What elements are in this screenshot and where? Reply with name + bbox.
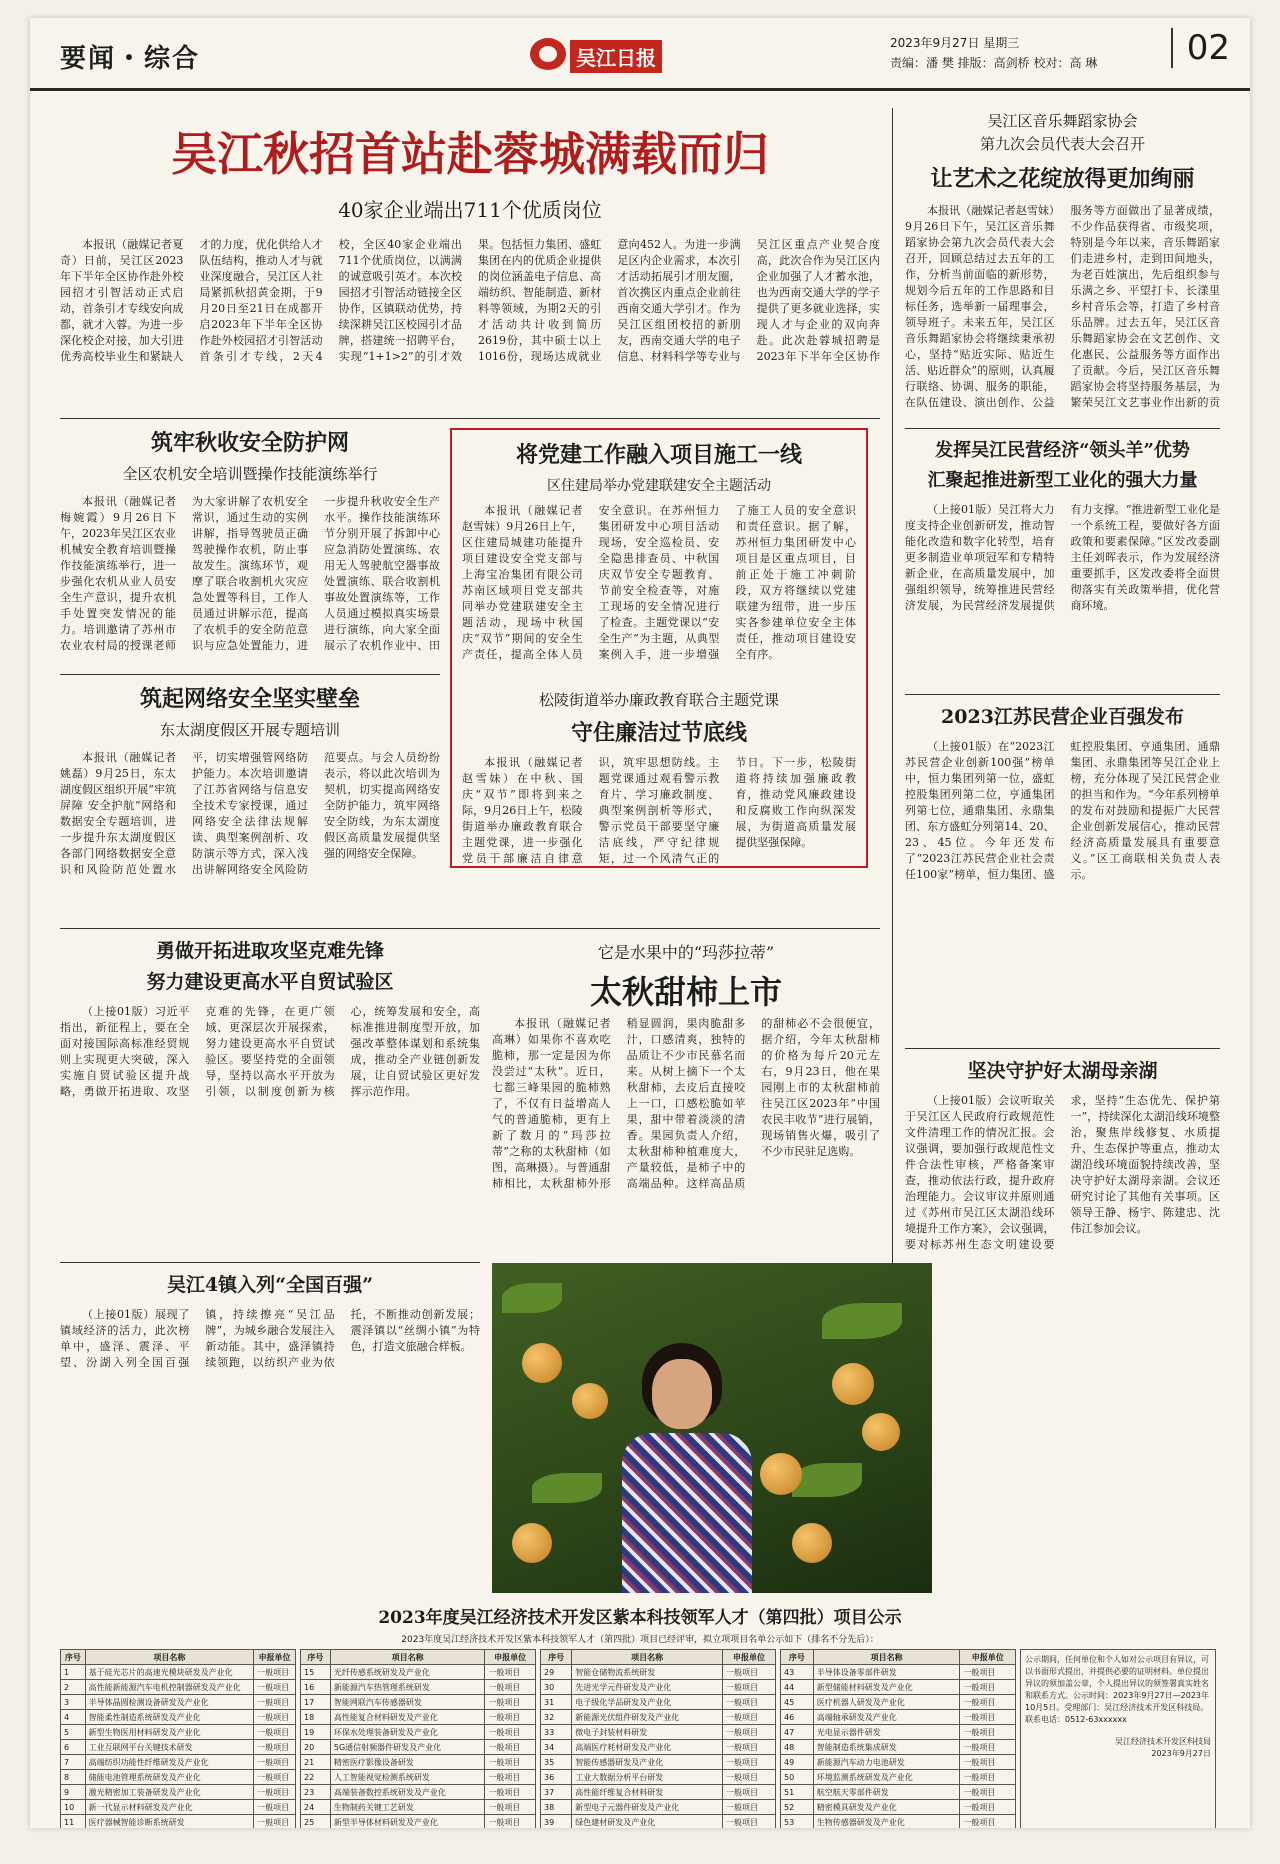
farm-body: 本报讯（融媒记者梅婉霞）9月26日下午，2023年吴江区农业机械安全教育培训暨操作技能演练举行，进一步强化农机从业人员安全生产意识，提升农机手处置突发情况的能力。培训邀请了苏州市农业农村局的授课老师为大家讲解了农机安全常识，通过生动的实例讲解，指导驾驶员正确驾驶操作农机，防止事故发生。演练环节，观摩了联合收割机火灾应急处置等科目，工作人员通过讲解示范，提高了农机手的安全防范意识与应急处置能力，进一步提升秋收安全生产水平。操作技能演练环节分别开展了拆卸中心应急消防处置演练、农用无人驾驶航空器事故处置演练、联合收割机事故处置演练等，工作人员通过模拟真实场景进行演练，向大家全面展示了农机作业中、田 xyxy=(60,495,440,652)
table-cell: 一般项目 xyxy=(485,1665,536,1680)
party-headline: 将党建工作融入项目施工一线 xyxy=(515,442,802,468)
table-cell: 3 xyxy=(61,1695,86,1710)
section-divider xyxy=(905,694,1220,695)
table-cell: 医疗器械智能诊断系统研发 xyxy=(85,1815,253,1829)
table-cell: 精密医疗影像设备研发 xyxy=(330,1755,485,1770)
table-row xyxy=(781,1770,1016,1785)
party-clean-box xyxy=(450,428,868,868)
table-cell: 36 xyxy=(541,1770,572,1785)
table-cell: 19 xyxy=(301,1725,331,1740)
table-cell: 一般项目 xyxy=(723,1665,776,1680)
taihu-headline: 坚决守护好太湖母亲湖 xyxy=(967,1060,1158,1082)
table-row xyxy=(781,1695,1016,1710)
table-cell: 10 xyxy=(61,1800,86,1815)
trade-headline2: 努力建设更高水平自贸试验区 xyxy=(146,971,394,993)
table-cell: 医疗机器人研发及产业化 xyxy=(813,1695,960,1710)
notice-table xyxy=(780,1649,1016,1828)
table-cell: 9 xyxy=(61,1785,86,1800)
table-cell: 一般项目 xyxy=(254,1665,296,1680)
table-cell: 21 xyxy=(301,1755,331,1770)
section-divider xyxy=(60,1262,480,1263)
table-header-cell: 序号 xyxy=(541,1650,572,1665)
table-cell: 43 xyxy=(781,1665,814,1680)
table-cell: 新一代显示材料研发及产业化 xyxy=(85,1800,253,1815)
table-cell: 2 xyxy=(61,1680,86,1695)
table-cell: 31 xyxy=(541,1695,572,1710)
table-cell: 18 xyxy=(301,1710,331,1725)
table-cell: 新型储能材料研发及产业化 xyxy=(813,1680,960,1695)
table-header-cell: 申报单位 xyxy=(485,1650,536,1665)
table-cell: 一般项目 xyxy=(723,1695,776,1710)
table-header-cell: 申报单位 xyxy=(960,1650,1016,1665)
table-row xyxy=(301,1710,536,1725)
table-cell: 一般项目 xyxy=(254,1815,296,1829)
table-row xyxy=(781,1740,1016,1755)
table-cell: 航空航天零部件研发 xyxy=(813,1785,960,1800)
persimmon-headline: 太秋甜柿上市 xyxy=(589,973,782,1011)
table-cell: 微电子封装材料研发 xyxy=(572,1725,723,1740)
table-cell: 一般项目 xyxy=(960,1785,1016,1800)
table-row xyxy=(541,1725,776,1740)
table-cell: 智能制造系统集成研发 xyxy=(813,1740,960,1755)
table-cell: 高性能复合材料研发及产业化 xyxy=(330,1710,485,1725)
table-cell: 一般项目 xyxy=(960,1800,1016,1815)
table-cell: 8 xyxy=(61,1770,86,1785)
table-row xyxy=(541,1740,776,1755)
taihu-article xyxy=(905,1056,1220,1586)
table-cell: 半导体晶圆检测设备研发及产业化 xyxy=(85,1695,253,1710)
table-cell: 高端医疗耗材研发及产业化 xyxy=(572,1740,723,1755)
table-row xyxy=(61,1815,296,1829)
villages-body: （上接01版）展现了镇域经济的活力，此次榜单中，盛泽、震泽、平望、汾湖入列全国百强镇，持续擦亮“吴江品牌”，为城乡融合发展注入新动能。其中，盛泽镇持续领跑，以纺织产业为依托，不断推动创新发展；震泽镇以“丝绸小镇”为特色，打造文旅融合样板。 xyxy=(60,1308,480,1369)
table-row xyxy=(781,1665,1016,1680)
table-cell: 49 xyxy=(781,1755,814,1770)
logo-mark-icon xyxy=(530,38,566,70)
table-cell: 新型电子元器件研发及产业化 xyxy=(572,1800,723,1815)
music-headline: 让艺术之花绽放得更加绚丽 xyxy=(930,166,1195,192)
network-body: 本报讯（融媒记者姚磊）9月25日，东太湖度假区组织开展“牢筑屏障 安全护航”网络和数据安全专题培训，进一步提升东太湖度假区各部门网络数据安全意识和风险防范处置水平，切实增强管网络防护能力。本次培训邀请了江苏省网络与信息安全技术专家授课，通过网络安全法律法规解读、典型案例剖析、攻防演示等方式，深入浅出讲解网络安全风险防范要点。与会人员纷纷表示，将以此次培训为契机，切实提高网络安全防护能力，筑牢网络安全防线，为东太湖度假区高质量发展提供坚强的网络安全保障。 xyxy=(60,751,440,876)
table-cell: 一般项目 xyxy=(254,1770,296,1785)
table-header-cell: 申报单位 xyxy=(723,1650,776,1665)
table-row xyxy=(541,1665,776,1680)
table-cell: 20 xyxy=(301,1740,331,1755)
table-cell: 光纤传感系统研发及产业化 xyxy=(330,1665,485,1680)
table-cell: 精密模具研发及产业化 xyxy=(813,1800,960,1815)
section-divider xyxy=(60,928,880,929)
table-cell: 高性能新能源汽车电机控制器研发及产业化 xyxy=(85,1680,253,1695)
table-cell: 生物传感器研发及产业化 xyxy=(813,1815,960,1829)
table-cell: 一般项目 xyxy=(485,1680,536,1695)
network-headline: 筑起网络安全坚实壁垒 xyxy=(139,686,360,712)
section-divider xyxy=(60,674,440,675)
table-row xyxy=(781,1800,1016,1815)
table-cell: 一般项目 xyxy=(254,1680,296,1695)
table-header-cell: 序号 xyxy=(61,1650,86,1665)
table-cell: 5G通信射频器件研发及产业化 xyxy=(330,1740,485,1755)
notice-table xyxy=(540,1649,776,1828)
top100-body: （上接01版）在“2023江苏民营企业创新100强”榜单中，恒力集团列第一位，盛虹控股集团列第二位，亨通集团列第七位，通鼎集团、永鼎集团、东方盛虹分列第14、20、23、45位。今年还发布了“2023江苏民营企业社会责任100家”榜单，恒力集团、盛虹控股集团、亨通集团、通鼎集团、永鼎集团等吴江企业上榜，充分体现了吴江民营企业的担当和作为。“今年系列榜单的发布对鼓励和提振广大民营企业创新发展信心，推动民营经济高质量发展具有重要意义。”区工商联相关负责人表示。 xyxy=(905,740,1220,881)
table-row xyxy=(301,1800,536,1815)
farm-subhead: 全区农机安全培训暨操作技能演练举行 xyxy=(122,465,378,483)
table-cell: 高端装备数控系统研发及产业化 xyxy=(330,1785,485,1800)
table-cell: 一般项目 xyxy=(723,1740,776,1755)
masthead xyxy=(30,18,1250,91)
trade-body: （上接01版）习近平指出，新征程上，要在全面对接国际高标准经贸规则上实现更大突破，深入实施自贸试验区提升战略，勇做开拓进取、攻坚克难的先锋，在更广领域、更深层次开展探索，努力建设更高水平自贸试验区。要坚持党的全面领导，坚持以高水平开放为引领，以制度创新为核心，统筹发展和安全，高标准推进制度型开放，加强改革整体谋划和系统集成，推动全产业链创新发展，让自贸试验区更好发挥示范作用。 xyxy=(60,1005,480,1098)
taihu-body: （上接01版）会议听取关于吴江区人民政府行政规范性文件清理工作的情况汇报。会议强调，要加强行政规范性文件合法性审核，严格备案审查，推动依法行政，提升政府治理能力。会议审议并原则通过《苏州市吴江区太湖沿线环境提升工作方案》，会议强调，要对标苏州生态文明建设要求，坚持“生态优先、保护第一”，持续深化太湖沿线环境整治，聚焦岸线修复、水质提升、生态保护等重点，推动太湖沿线环境面貌持续改善，坚决守护好太湖母亲湖。会议还研究讨论了其他有关事项。区领导王静、杨宇、陈建忠、沈伟江参加会议。 xyxy=(905,1094,1220,1251)
table-cell: 50 xyxy=(781,1770,814,1785)
table-row xyxy=(61,1710,296,1725)
table-row xyxy=(61,1665,296,1680)
party-subhead: 区住建局举办党建联建安全主题活动 xyxy=(547,478,771,494)
table-row xyxy=(301,1785,536,1800)
table-cell: 一般项目 xyxy=(485,1725,536,1740)
villages-headline: 吴江4镇入列“全国百强” xyxy=(166,1274,374,1296)
table-cell: 一般项目 xyxy=(485,1740,536,1755)
public-notice xyxy=(60,1603,1220,1825)
table-cell: 39 xyxy=(541,1815,572,1829)
table-cell: 48 xyxy=(781,1740,814,1755)
table-row xyxy=(61,1785,296,1800)
table-row xyxy=(781,1755,1016,1770)
table-row xyxy=(61,1725,296,1740)
clean-kicker: 松陵街道举办廉政教育联合主题党课 xyxy=(538,691,779,709)
table-cell: 37 xyxy=(541,1785,572,1800)
table-cell: 环境监测系统研发及产业化 xyxy=(813,1770,960,1785)
notice-table xyxy=(60,1649,296,1828)
table-cell: 6 xyxy=(61,1740,86,1755)
private-economy-article xyxy=(905,436,1220,686)
table-row xyxy=(301,1695,536,1710)
table-row xyxy=(61,1695,296,1710)
table-cell: 一般项目 xyxy=(960,1695,1016,1710)
table-cell: 新型生物医用材料研发及产业化 xyxy=(85,1725,253,1740)
table-cell: 一般项目 xyxy=(485,1710,536,1725)
table-row xyxy=(781,1725,1016,1740)
table-cell: 一般项目 xyxy=(254,1800,296,1815)
table-cell: 储能电池管理系统研发及产业化 xyxy=(85,1770,253,1785)
persimmon-body: 本报讯（融媒记者高琳）如果你不喜欢吃脆柿，那一定是因为你没尝过“太秋”。近日，七都三峰果园的脆柿熟了，不仅有日益增高人气的普通脆柿，更有上新了数月的“玛莎拉蒂”之称的太秋甜柿（如图，高琳摄）。与普通甜柿相比，太秋甜柿外形稍显圆润，果肉脆甜多汁，口感清爽，独特的品质让不少市民慕名而来。从树上摘下一个太秋甜柿，去皮后直接咬上一口，口感松脆如苹果，甜中带着淡淡的清香。果园负责人介绍，太秋甜柿种植难度大，产量较低，是柿子中的高端品种。这样高品质的甜柿必不会很便宜，据介绍，今年太秋甜柿的价格为每斤20元左右，9月23日，他在果园刚上市的太秋甜柿前往吴江区2023年“中国农民丰收节”进行展销，现场销售火爆，吸引了不少市民驻足选购。 xyxy=(492,1017,880,1190)
table-cell: 一般项目 xyxy=(960,1710,1016,1725)
music-kicker: 吴江区音乐舞蹈家协会 xyxy=(987,112,1138,130)
persimmon-headline-block xyxy=(492,940,880,1010)
issue-date: 2023年9月27日 星期三 xyxy=(890,36,1020,50)
music-article xyxy=(905,110,1220,420)
editor-credits: 责编：潘 樊 排版：高剑桥 校对：高 琳 xyxy=(890,56,1098,70)
lead-headline: 吴江秋招首站赴蓉城满载而归 xyxy=(171,127,769,181)
table-cell: 新型半导体材料研发及产业化 xyxy=(330,1815,485,1829)
table-cell: 一般项目 xyxy=(723,1815,776,1829)
section-divider xyxy=(60,418,880,419)
table-cell: 46 xyxy=(781,1710,814,1725)
table-cell: 25 xyxy=(301,1815,331,1829)
notice-note-text: 公示期间，任何单位和个人如对公示项目有异议，可以书面形式提出，并提供必要的证明材料。单位提出异议的须加盖公章，个人提出异议的须签署真实姓名和联系方式。公示时间：2023年9月27日—2023年10月5日。受理部门：吴江经济技术开发区科技局。联系电话：0512-63xxxxxx xyxy=(1025,1655,1209,1724)
table-cell: 一般项目 xyxy=(254,1695,296,1710)
table-cell: 新能源汽车动力电池研发 xyxy=(813,1755,960,1770)
table-cell: 1 xyxy=(61,1665,86,1680)
table-cell: 一般项目 xyxy=(485,1800,536,1815)
table-cell: 工业互联网平台关键技术研发 xyxy=(85,1740,253,1755)
table-cell: 一般项目 xyxy=(723,1725,776,1740)
table-cell: 智能网联汽车传感器研发 xyxy=(330,1695,485,1710)
table-row xyxy=(781,1785,1016,1800)
table-cell: 17 xyxy=(301,1695,331,1710)
table-header-cell: 项目名称 xyxy=(813,1650,960,1665)
table-cell: 22 xyxy=(301,1770,331,1785)
table-cell: 16 xyxy=(301,1680,331,1695)
clean-body: 本报讯（融媒记者赵雪妹）在中秋、国庆“双节”即将到来之际，9月26日上午，松陵街道举办廉政教育联合主题党课，进一步强化党员干部廉洁自律意识，筑牢思想防线。主题党课通过观看警示教育片、学习廉政制度、典型案例剖析等形式，警示党员干部要坚守廉洁底线，严守纪律规矩，过一个风清气正的节日。下一步，松陵街道将持续加强廉政教育，推动党风廉政建设和反腐败工作向纵深发展，为街道高质量发展提供坚强保障。 xyxy=(462,756,856,865)
table-row xyxy=(301,1815,536,1829)
table-cell: 一般项目 xyxy=(254,1740,296,1755)
table-cell: 一般项目 xyxy=(960,1740,1016,1755)
table-cell: 激光精密加工装备研发及产业化 xyxy=(85,1785,253,1800)
table-cell: 一般项目 xyxy=(254,1785,296,1800)
table-row xyxy=(541,1755,776,1770)
table-row xyxy=(781,1710,1016,1725)
table-cell: 一般项目 xyxy=(485,1695,536,1710)
notice-date: 2023年9月27日 xyxy=(1151,1749,1211,1758)
table-header-cell: 项目名称 xyxy=(572,1650,723,1665)
trade-headline: 勇做开拓进取攻坚克难先锋 xyxy=(155,940,384,962)
table-cell: 29 xyxy=(541,1665,572,1680)
section-name: 要闻・综合 xyxy=(60,44,201,74)
table-cell: 一般项目 xyxy=(960,1815,1016,1829)
table-cell: 智能传感器研发及产业化 xyxy=(572,1755,723,1770)
table-cell: 生物制药关键工艺研发 xyxy=(330,1800,485,1815)
table-row xyxy=(541,1800,776,1815)
top100-headline: 2023江苏民营企业百强发布 xyxy=(941,706,1184,728)
table-cell: 绿色建材研发及产业化 xyxy=(572,1815,723,1829)
party-body: 本报讯（融媒记者赵雪妹）9月26日上午，区住建局城建功能提升项目建设安全党支部与上海宝冶集团有限公司苏南区域项目党支部共同举办党建联建安全主题活动，现场中秋国庆“双节”期间的安全生产责任，提高全体人员安全意识。在苏州恒力集团研发中心项目活动现场，安全巡检员、安全隐患排查员、中秋国庆双节安全专题教育、节前安全检查等，对施工现场的安全情况进行了检查。主题党课以“安全生产”为主题，从典型案例入手，进一步增强了施工人员的安全意识和责任意识。据了解，苏州恒力集团研发中心项目是区重点项目，目前正处于施工冲刺阶段，双方将继续以党建联建为纽带，进一步压实各参建单位安全主体责任，推动项目建设安全有序。 xyxy=(462,504,856,661)
table-row xyxy=(61,1800,296,1815)
table-header-cell: 项目名称 xyxy=(85,1650,253,1665)
persimmon-kicker: 它是水果中的“玛莎拉蒂” xyxy=(597,943,775,962)
notice-note xyxy=(1020,1649,1216,1828)
table-row xyxy=(781,1815,1016,1829)
table-cell: 新能源汽车热管理系统研发 xyxy=(330,1680,485,1695)
private-headline: 发挥吴江民营经济“领头羊”优势 xyxy=(935,440,1190,461)
table-cell: 52 xyxy=(781,1800,814,1815)
table-header-cell: 项目名称 xyxy=(330,1650,485,1665)
persimmon-photo xyxy=(492,1263,932,1593)
table-row xyxy=(301,1770,536,1785)
table-cell: 30 xyxy=(541,1680,572,1695)
table-cell: 38 xyxy=(541,1800,572,1815)
notice-intro: 2023年度吴江经济技术开发区紫本科技领军人才（第四批）项目已经评审，拟立项项目名单公示如下（排名不分先后）： xyxy=(401,1635,879,1645)
table-cell: 一般项目 xyxy=(960,1680,1016,1695)
table-cell: 一般项目 xyxy=(723,1710,776,1725)
table-cell: 32 xyxy=(541,1710,572,1725)
top100-article xyxy=(905,702,1220,1042)
table-row xyxy=(61,1740,296,1755)
logo-text: 吴江日报 xyxy=(570,40,662,73)
table-row xyxy=(301,1725,536,1740)
table-cell: 环保水处理装备研发及产业化 xyxy=(330,1725,485,1740)
table-cell: 高端纺织功能性纤维研发及产业化 xyxy=(85,1755,253,1770)
table-cell: 35 xyxy=(541,1755,572,1770)
table-header-cell: 序号 xyxy=(781,1650,814,1665)
table-cell: 15 xyxy=(301,1665,331,1680)
table-row xyxy=(301,1740,536,1755)
table-cell: 智能仓储物流系统研发 xyxy=(572,1665,723,1680)
table-cell: 一般项目 xyxy=(960,1770,1016,1785)
music-body: 本报讯（融媒记者赵雪妹）9月26日下午，吴江区音乐舞蹈家协会第九次会员代表大会召开，回顾总结过去五年的工作，分析当前面临的新形势，规划今后五年的工作思路和目标任务，选举新一届理事会，领导班子。未来五年，吴江区音乐舞蹈家协会将继续秉承初心，坚持“贴近实际、贴近生活、贴近群众”的原则，认真履行联络、协调、服务的职能，在队伍建设、演出创作、公益服务等方面做出了显著成绩，不少作品获得省、市级奖项，特别是今年以来，音乐舞蹈家们走进乡村，走到田间地头，为老百姓演出，先后组织参与乐满之乡、平望打卡、长漾里乡村音乐会等，打造了乡村音乐品牌。过去五年，吴江区音乐舞蹈家协会在文艺创作、文化惠民、公益服务等方面作出了贡献。今后，吴江区音乐舞蹈家协会将坚持服务基层，为繁荣吴江文艺事业作出新的贡 xyxy=(905,204,1220,409)
private-headline2: 汇聚起推进新型工业化的强大力量 xyxy=(927,470,1198,491)
table-row xyxy=(61,1680,296,1695)
table-cell: 一般项目 xyxy=(723,1785,776,1800)
table-cell: 45 xyxy=(781,1695,814,1710)
table-row xyxy=(541,1680,776,1695)
table-header-cell: 序号 xyxy=(301,1650,331,1665)
table-cell: 一般项目 xyxy=(960,1725,1016,1740)
notice-signature: 吴江经济技术开发区科技局 xyxy=(1115,1737,1211,1746)
trade-article xyxy=(60,936,480,1256)
network-article xyxy=(60,682,440,922)
table-cell: 一般项目 xyxy=(254,1755,296,1770)
table-cell: 一般项目 xyxy=(723,1755,776,1770)
table-cell: 一般项目 xyxy=(485,1815,536,1829)
lead-subhead: 40家企业端出711个优质岗位 xyxy=(338,198,602,222)
table-row xyxy=(541,1770,776,1785)
table-cell: 4 xyxy=(61,1710,86,1725)
table-row xyxy=(541,1710,776,1725)
newspaper-page xyxy=(30,18,1250,1828)
table-cell: 7 xyxy=(61,1755,86,1770)
table-row xyxy=(301,1665,536,1680)
table-cell: 高端轴承研发及产业化 xyxy=(813,1710,960,1725)
table-cell: 高性能纤维复合材料研发 xyxy=(572,1785,723,1800)
table-cell: 一般项目 xyxy=(254,1710,296,1725)
table-cell: 一般项目 xyxy=(723,1800,776,1815)
page-number: 02 xyxy=(1171,28,1230,68)
farm-headline: 筑牢秋收安全防护网 xyxy=(150,430,349,456)
table-cell: 一般项目 xyxy=(723,1680,776,1695)
network-subhead: 东太湖度假区开展专题培训 xyxy=(159,721,340,739)
table-row xyxy=(61,1755,296,1770)
notice-table xyxy=(300,1649,536,1828)
table-row xyxy=(541,1785,776,1800)
table-cell: 基于硅光芯片的高速光模块研发及产业化 xyxy=(85,1665,253,1680)
table-cell: 一般项目 xyxy=(254,1725,296,1740)
table-cell: 一般项目 xyxy=(960,1755,1016,1770)
section-divider xyxy=(905,1048,1220,1049)
table-cell: 一般项目 xyxy=(723,1770,776,1785)
table-cell: 一般项目 xyxy=(485,1770,536,1785)
table-cell: 33 xyxy=(541,1725,572,1740)
farm-article xyxy=(60,426,440,666)
section-divider xyxy=(905,428,1220,429)
table-cell: 47 xyxy=(781,1725,814,1740)
table-cell: 24 xyxy=(301,1800,331,1815)
private-body: （上接01版）吴江将大力度支持企业创新研发，推动智能化改造和数字化转型，培育更多制造业单项冠军和专精特新企业，在高质量发展中，加强组织领导，统筹推进民营经济发展，为民营经济发展提供有力支撑。“推进新型工业化是一个系统工程，要做好各方面政策和要素保障。”区发改委副主任刘晖表示，作为发展经济重要抓手，区发改委将全面贯彻落实有关政策举措，优化营商环境。 xyxy=(905,503,1220,612)
table-cell: 工业大数据分析平台研发 xyxy=(572,1770,723,1785)
table-cell: 光电显示器件研发 xyxy=(813,1725,960,1740)
lead-body: 本报讯（融媒记者夏奇）日前，吴江区2023年下半年全区协作赴外校园招才引智活动正式启动，首条引才专线安向成都，就才入蓉。为进一步深化校企对接，加大引进优秀高校毕业生和紧缺人才的力度，优化供给人才队伍结构，推动人才与就业深度融合，吴江区人社局紧抓秋招黄金期，于9月20日至21日在成都开启2023年下半年全区协作赴外校园招才引智活动首条引才专线，2天4校，全区40家企业端出711个优质岗位，以满满的诚意吸引英才。本次校园招才引智活动链接全区协作，区镇联动优势，持续深耕吴江区校园引才品牌，搭建统一招聘平台，实现“1+1>2”的引才效果。包括恒力集团、盛虹集团在内的优质企业提供的岗位涵盖电子信息、高端纺织、智能制造、新材料等领域，为期2天的引才活动共计收到简历2619份，其中硕士以上1016份，现场达成就业意向452人。为进一步满足区内企业需求，本次引才活动拓展引才朋友圈，首次携区内重点企业前往西南交通大学引才。作为吴江区组团校招的新朋友，西南交通大学的电子信息、材料科学等专业与吴江区重点产业契合度高，此次合作为吴江区内企业加强了人才蓄水池，也为西南交通大学的学子提供了更多就业选择，实现人才与企业的双向奔赴。此次赴蓉城招聘是2023年下半年全区协作 xyxy=(60,238,880,363)
newspaper-logo xyxy=(530,36,680,74)
notice-tables xyxy=(60,1649,1220,1828)
table-cell: 一般项目 xyxy=(485,1755,536,1770)
table-row xyxy=(301,1755,536,1770)
farmer-figure xyxy=(612,1333,782,1593)
table-header-cell: 申报单位 xyxy=(254,1650,296,1665)
table-cell: 53 xyxy=(781,1815,814,1829)
table-row xyxy=(541,1815,776,1829)
table-cell: 一般项目 xyxy=(960,1665,1016,1680)
table-row xyxy=(541,1695,776,1710)
table-cell: 11 xyxy=(61,1815,86,1829)
table-cell: 5 xyxy=(61,1725,86,1740)
table-cell: 一般项目 xyxy=(485,1785,536,1800)
clean-headline: 守住廉洁过节底线 xyxy=(570,720,747,746)
music-kicker2: 第九次会员代表大会召开 xyxy=(979,135,1145,153)
table-cell: 44 xyxy=(781,1680,814,1695)
table-cell: 电子级化学品研发及产业化 xyxy=(572,1695,723,1710)
table-cell: 51 xyxy=(781,1785,814,1800)
table-cell: 34 xyxy=(541,1740,572,1755)
table-cell: 23 xyxy=(301,1785,331,1800)
table-cell: 人工智能视觉检测系统研发 xyxy=(330,1770,485,1785)
lead-article xyxy=(60,108,880,408)
notice-title: 2023年度吴江经济技术开发区紫本科技领军人才（第四批）项目公示 xyxy=(378,1608,902,1628)
villages-article xyxy=(60,1270,480,1590)
table-row xyxy=(781,1680,1016,1695)
persimmon-article xyxy=(492,1016,880,1256)
table-cell: 先进光学元件研发及产业化 xyxy=(572,1680,723,1695)
table-cell: 新能源光伏组件研发及产业化 xyxy=(572,1710,723,1725)
table-cell: 半导体设备零部件研发 xyxy=(813,1665,960,1680)
table-row xyxy=(301,1680,536,1695)
table-cell: 智能柔性制造系统研发及产业化 xyxy=(85,1710,253,1725)
table-row xyxy=(61,1770,296,1785)
